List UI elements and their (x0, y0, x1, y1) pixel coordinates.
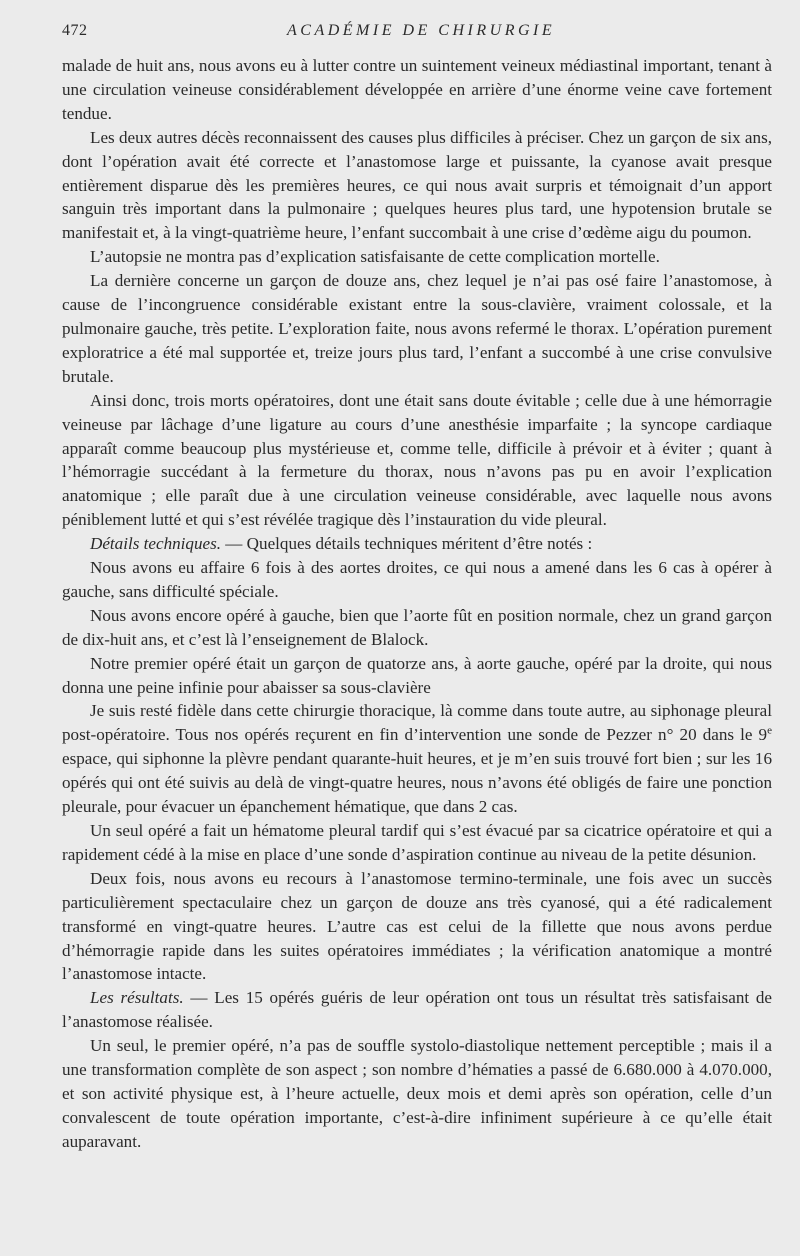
body-text (62, 54, 772, 1154)
page-number: 472 (62, 22, 88, 39)
paragraph-14: Un seul, le premier opéré, n’a pas de souffle systolo-diastolique nettement perceptible ; mais il a une transformation complète de son aspect ; son nombre d’hématies a passé de 6.680.000 à 4.070.000, et son activité physique est, à l’heure actuelle, deux mois et demi après son opération, celle d’un convalescent de toute opération importante, c’est-à-dire infiniment supérieure à ce qu’elle était auparavant. (62, 1036, 772, 1151)
paragraph-9: Notre premier opéré était un garçon de quatorze ans, à aorte gauche, opéré par la droite, qui nous donna une peine infinie pour abaisser sa sous-clavière (62, 653, 772, 697)
paragraph-11: Un seul opéré a fait un hématome pleural tardif qui s’est évacué par sa cicatrice opératoire et qui a rapidement cédé à la mise en place d’une sonde d’aspiration continue au niveau de la petite désunion. (62, 821, 772, 864)
paragraph-7: Nous avons eu affaire 6 fois à des aortes droites, ce qui nous a amené dans les 6 cas à opérer à gauche, sans difficulté spéciale. (62, 558, 772, 601)
running-title: ACADÉMIE DE CHIRURGIE (287, 22, 556, 39)
paragraph-5: Ainsi donc, trois morts opératoires, dont une était sans doute évitable ; celle due à une hémorragie veineuse par lâchage d’une ligature au cours d’une anesthésie imparfaite ; la syncope cardiaque apparaît comme beaucoup plus mystérieuse et, comme telle, difficile à prévoir et à éviter ; quant à l’hémorragie succédant à la fermeture du thorax, nous n’avons pas pu en avoir l’explication anatomique ; elle paraît due à une circulation veineuse considérable, avec laquelle nous avons péniblement lutté et qui s’est révélée tragique dès l’instauration du vide pleural. (62, 390, 772, 530)
paragraph-8: Nous avons encore opéré à gauche, bien que l’aorte fût en position normale, chez un grand garçon de dix-huit ans, et c’est là l’enseignement de Blalock. (62, 605, 772, 649)
paragraph-3: L’autopsie ne montra pas d’explication satisfaisante de cette complication mortelle. (90, 247, 660, 267)
section-heading: Les résultats. (90, 988, 184, 1008)
section-resultats: Les résultats. — Les 15 opérés guéris de leur opération ont tous un résultat très satisfaisant de l’anastomose réalisée. (62, 988, 772, 1032)
paragraph-12: Deux fois, nous avons eu recours à l’anastomose termino-terminale, une fois avec un succès particulièrement spectaculaire chez un garçon de douze ans très cyanosé, qui a été radicalement transformé en vingt-quatre heures. L’autre cas est celui de la fillette que nous avons perdue d’hémorragie rapide dans les suites opératoires immédiates ; la vérification anatomique a montré l’anastomose intacte. (62, 868, 772, 984)
section-heading: Détails techniques. (90, 534, 222, 554)
section-details-techniques: Détails techniques. — Quelques détails techniques méritent d’être notés : (90, 534, 593, 554)
page-header (62, 22, 770, 48)
paragraph-1: malade de huit ans, nous avons eu à lutter contre un suintement veineux médiastinal important, tenant à une circulation veineuse considérablement développée en arrière d’une énorme veine cave fortement tendue. (62, 56, 772, 123)
paragraph-2: Les deux autres décès reconnaissent des causes plus difficiles à préciser. Chez un garçon de six ans, dont l’opération avait été correcte et l’anastomose large et puissante, la cyanose avait presque entièrement disparue dès les premières heures, ce qui nous avait surpris et témoignait d’un apport sanguin très important dans la pulmonaire ; quelques heures plus tard, une hypotension brutale se manifestait et, à la vingt-quatrième heure, l’enfant succombait à une crise d’œdème aigu du poumon. (62, 127, 772, 243)
paragraph-4: La dernière concerne un garçon de douze ans, chez lequel je n’ai pas osé faire l’anastomose, à cause de l’incongruence considérable existant entre la sous-clavière, vraiment colossale, et la pulmonaire gauche, très petite. L’exploration faite, nous avons refermé le thorax. L’opération purement exploratrice a été mal supportée et, treize jours plus tard, l’enfant a succombé à une crise convulsive brutale. (62, 271, 772, 386)
paragraph-10: Je suis resté fidèle dans cette chirurgie thoracique, là comme dans toute autre, au siphonage pleural post-opératoire. Tous nos opérés reçurent en fin d’intervention une sonde de Pezzer n° 20 dans le 9e espace, qui siphonne la plèvre pendant quarante-huit heures, et je m’en suis trouvé fort bien ; sur les 16 opérés qui ont été suivis au delà de vingt-quatre heures, nous n’avons été obligés de faire une ponction pleurale, pour évacuer un épanchement hématique, que dans 2 cas. (62, 701, 772, 817)
